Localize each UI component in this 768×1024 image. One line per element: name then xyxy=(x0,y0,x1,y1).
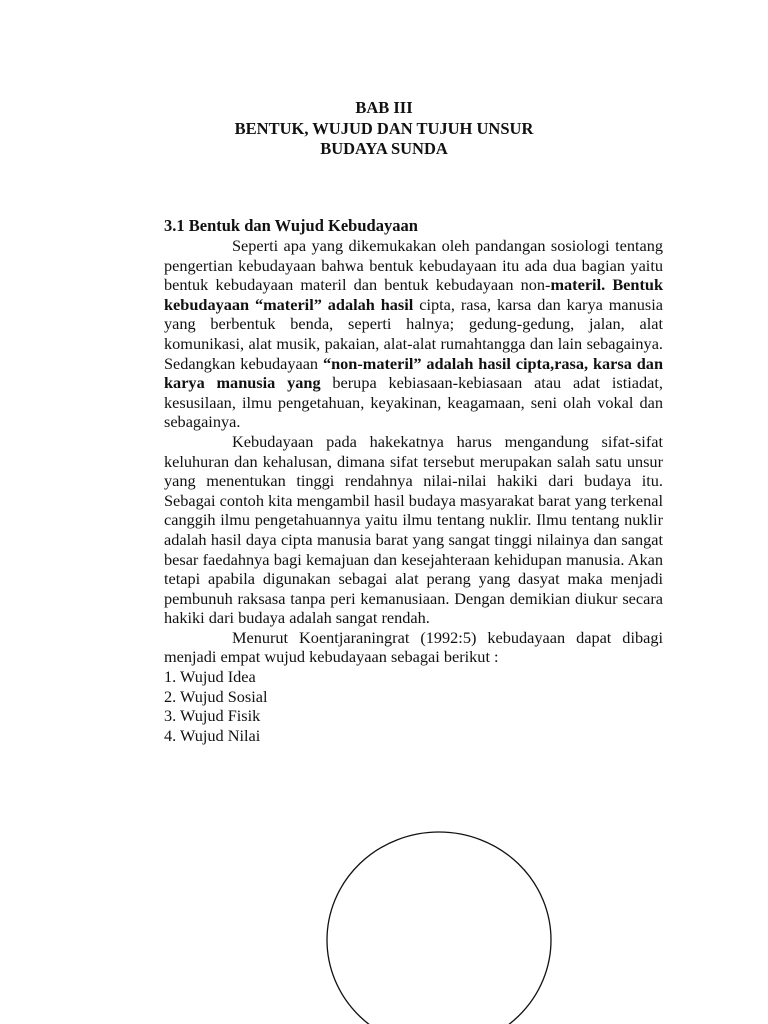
chapter-number: BAB III xyxy=(355,98,413,117)
chapter-title-line2: BUDAYA SUNDA xyxy=(320,139,448,158)
p1-bold-1: materil. Bentuk kebudayaan “materil” adalah hasil xyxy=(164,275,663,314)
p1-text-1: Seperti apa yang dikemukakan oleh pandangan sosiologi tentang pengertian kebudayaan bahwa bentuk kebudayaan itu ada dua bagian yaitu bentuk kebudayaan materil dan bentuk kebudayaan non- xyxy=(164,236,663,295)
list-item: 3. Wujud Fisik xyxy=(164,706,261,726)
paragraph-2: Kebudayaan pada hakekatnya harus mengandung sifat-sifat keluhuran dan kehalusan, dimana sifat tersebut merupakan salah satu unsur yang menentukan tinggi rendahnya nilai-nilai hakiki dari budaya itu. Sebagai contoh kita mengambil hasil budaya masyarakat barat yang terkenal canggih ilmu pengetahuannya yaitu ilmu tentang nuklir. Ilmu tentang nuklir adalah hasil daya cipta manusia barat yang sangat tinggi nilainya dan sangat besar faedahnya bagi kemajuan dan kesejahteraan kehidupan manusia. Akan tetapi apabila digunakan sebagai alat perang yang dasyat maka menjadi pembunuh raksasa tanpa peri kemanusiaan. Dengan demikian diukur secara hakiki dari budaya adalah sangat rendah. xyxy=(164,431,663,628)
section-title: 3.1 Bentuk dan Wujud Kebudayaan xyxy=(164,216,418,235)
paragraph-3: Menurut Koentjaraningrat (1992:5) kebudayaan dapat dibagi menjadi empat wujud kebudayaan sebagai berikut : xyxy=(164,627,663,667)
list-item: 1. Wujud Idea xyxy=(164,667,256,687)
p1-text-2: cipta, rasa, karsa dan karya manusia yang berbentuk benda, seperti halnya; gedung-gedung, jalan, alat komunikasi, alat musik, pakaian, alat-alat rumahtangga dan lain sebagainya. Sedangkan kebudayaan xyxy=(164,294,663,373)
p1-text-3: berupa kebiasaan-kebiasaan atau adat istiadat, kesusilaan, ilmu pengetahuan, keyakinan, keagamaan, seni olah vokal dan sebagainya. xyxy=(164,373,663,432)
list-item: 2. Wujud Sosial xyxy=(164,686,268,706)
p1-bold-2: “non-materil” adalah hasil cipta,rasa, karsa dan karya manusia yang xyxy=(164,353,663,393)
list-item: 4. Wujud Nilai xyxy=(164,725,261,745)
diagram-circle xyxy=(327,832,551,1024)
chapter-title-line1: BENTUK, WUJUD DAN TUJUH UNSUR xyxy=(234,118,534,138)
